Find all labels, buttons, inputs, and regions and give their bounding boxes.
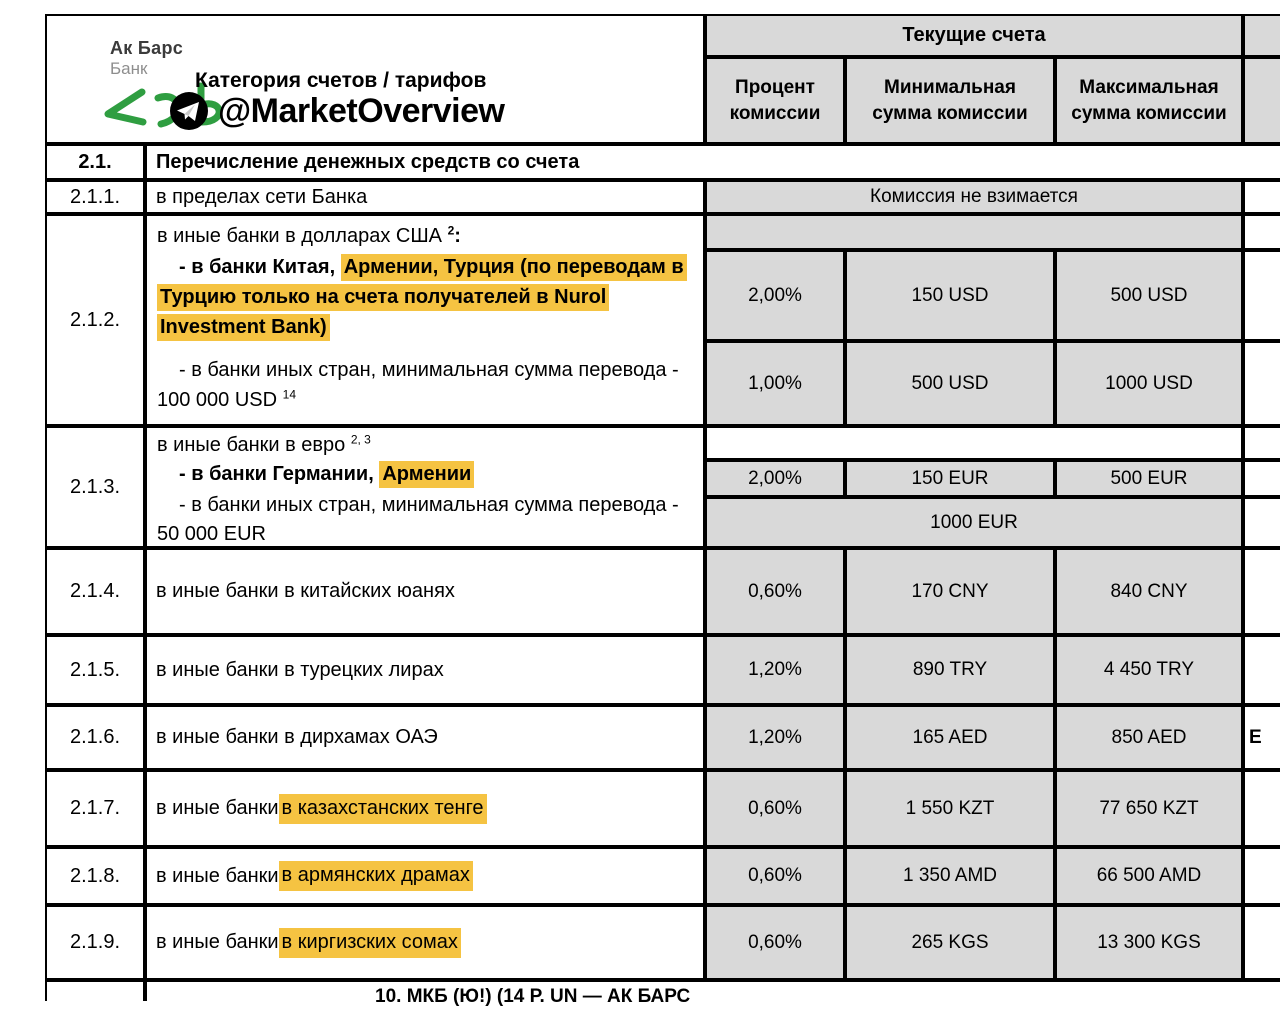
row-2.1.2-line1: в иные банки в долларах США $^2$: — [157, 223, 461, 247]
row-2.1.4-max: 840 CNY — [1055, 548, 1243, 635]
row-2.1.1-merged-value: Комиссия не взимается — [705, 180, 1243, 214]
row-2.1.7-cutoff — [1243, 770, 1280, 847]
row-2.1.3-sub1-min: 150 EUR — [845, 460, 1055, 497]
row-2.1.7-min: 1 550 KZT — [845, 770, 1055, 847]
row-2.1.5-max: 4 450 TRY — [1055, 635, 1243, 705]
row-2.1.7-pct: 0,60% — [705, 770, 845, 847]
row-2.1.5-cutoff — [1243, 635, 1280, 705]
row-2.1.8-pct: 0,60% — [705, 847, 845, 905]
row-2.1-num: 2.1. — [45, 144, 145, 180]
row-2.1.6-min: 165 AED — [845, 705, 1055, 770]
row-2.1.3-sub1-max: 500 EUR — [1055, 460, 1243, 497]
row-2.1.1-num: 2.1.1. — [45, 180, 145, 214]
row-2.1.9-desc: в иные банки в киргизских сомах — [145, 905, 705, 980]
row-2.1.4-desc: в иные банки в китайских юанях — [145, 548, 705, 635]
row-2.1.1-desc: в пределах сети Банка — [145, 180, 705, 214]
row-2.1.7-num: 2.1.7. — [45, 770, 145, 847]
row-2.1.2-desc — [145, 214, 705, 426]
row-2.1.4-num: 2.1.4. — [45, 548, 145, 635]
row-2.1.4-cutoff — [1243, 548, 1280, 635]
highlight: в киргизских сомах — [279, 928, 461, 958]
row-2.1.8-desc: в иные банки в армянских драмах — [145, 847, 705, 905]
highlight: в казахстанских тенге — [279, 794, 487, 824]
row-2.1.5-pct: 1,20% — [705, 635, 845, 705]
bank-name-line2: Банк — [110, 59, 148, 78]
column-header-pct: Процент комиссии — [705, 57, 845, 144]
row-2.1.2-sub1-min: 150 USD — [845, 250, 1055, 341]
row-2.1.9-cutoff — [1243, 905, 1280, 980]
row-2.1.6-cutoff-text: Е — [1243, 705, 1280, 770]
row-2.1.8-max: 66 500 AMD — [1055, 847, 1243, 905]
row-2.1.2-cutoff-b — [1243, 250, 1280, 341]
row-2.1.3-line3: - в банки иных стран, минимальная сумма перевода - 50 000 EUR — [157, 494, 679, 545]
row-2.1.2-sub1-max: 500 USD — [1055, 250, 1243, 341]
row-2.1.2-sub2-max: 1000 USD — [1055, 341, 1243, 426]
watermark-text: @MarketOverview — [218, 92, 505, 130]
row-2.1.3-sub1-pct: 2,00% — [705, 460, 845, 497]
highlight: в армянских драмах — [279, 861, 473, 891]
column-header-max: Максимальная сумма комиссии — [1055, 57, 1243, 144]
telegram-icon — [169, 91, 209, 131]
group-header-current-accounts: Текущие счета — [705, 14, 1243, 57]
row-2.1.3-merged-value: 1000 EUR — [705, 497, 1243, 548]
row-2.1.6-num: 2.1.6. — [45, 705, 145, 770]
highlight: Армении — [379, 461, 474, 488]
row-2.1.5-num: 2.1.5. — [45, 635, 145, 705]
row-2.1.5-desc: в иные банки в турецких лирах — [145, 635, 705, 705]
row-2.1.7-desc: в иные банки в казахстанских тенге — [145, 770, 705, 847]
row-2.1.3-line2: - в банки Германии, Армении — [157, 460, 693, 489]
row-2.1.3-line1: в иные банки в евро $^{2, 3}$ — [157, 432, 371, 456]
row-2.1.4-min: 170 CNY — [845, 548, 1055, 635]
row-2.1.2-sub2-min: 500 USD — [845, 341, 1055, 426]
row-2.1.3-cutoff-a — [1243, 426, 1280, 460]
highlight: Армении, Турция (по переводам в — [341, 254, 687, 281]
row-2.1.3-desc — [145, 426, 705, 548]
row-2.1.9-min: 265 KGS — [845, 905, 1055, 980]
row-2.1.4-pct: 0,60% — [705, 548, 845, 635]
row-2.1.9-pct: 0,60% — [705, 905, 845, 980]
row-2.1.9-max: 13 300 KGS — [1055, 905, 1243, 980]
row-2.1-title: Перечисление денежных средств со счета — [145, 144, 1280, 180]
row-2.1.2-cutoff-a — [1243, 214, 1280, 250]
row-2.1.8-num: 2.1.8. — [45, 847, 145, 905]
row-2.1.5-min: 890 TRY — [845, 635, 1055, 705]
row-2.1.3-empty-band — [705, 426, 1243, 460]
row-2.1.2-num: 2.1.2. — [45, 214, 145, 426]
category-label: Категория счетов / тарифов — [195, 69, 487, 92]
row-2.1.6-max: 850 AED — [1055, 705, 1243, 770]
row-2.1.8-cutoff — [1243, 847, 1280, 905]
partial-row-desc-cell — [145, 980, 1280, 1007]
column-header-min: Минимальная сумма комиссии — [845, 57, 1055, 144]
cutoff-column-header-cell — [1243, 57, 1280, 144]
row-2.1.1-cutoff-cell — [1243, 180, 1280, 214]
row-2.1.9-num: 2.1.9. — [45, 905, 145, 980]
row-2.1.2-empty-band — [705, 214, 1243, 250]
row-2.1.6-desc: в иные банки в дирхамах ОАЭ — [145, 705, 705, 770]
row-2.1.8-min: 1 350 AMD — [845, 847, 1055, 905]
row-2.1.6-pct: 1,20% — [705, 705, 845, 770]
partial-row-num-cell — [45, 980, 145, 1001]
watermark — [169, 90, 504, 133]
bank-name-line1: Ак Барс — [110, 38, 184, 58]
row-2.1.3-cutoff-c — [1243, 497, 1280, 548]
highlight: Турцию только на счета получателей в Nurol — [157, 284, 609, 311]
row-2.1.2-cutoff-c — [1243, 341, 1280, 426]
row-2.1.2-line2: - в банки Китая, Армении, Турция (по переводам в Турцию только на счета получателей в Nurol Investment Bank) — [157, 252, 693, 342]
header-logo-cell — [45, 14, 705, 144]
row-2.1.2-sub1-pct: 2,00% — [705, 250, 845, 341]
highlight: Investment Bank) — [157, 314, 330, 341]
cutoff-group-header-cell — [1243, 14, 1280, 57]
row-2.1.7-max: 77 650 KZT — [1055, 770, 1243, 847]
clipped-row-fragment: 10. МКБ (Ю!) (14 Р. UN — АК БАРС — [375, 986, 691, 1007]
row-2.1.2-sub2-pct: 1,00% — [705, 341, 845, 426]
row-2.1.2-line3: - в банки иных стран, минимальная сумма перевода - 100 000 USD $^{14}$ — [157, 359, 679, 411]
row-2.1.3-num: 2.1.3. — [45, 426, 145, 548]
row-2.1.3-cutoff-b — [1243, 460, 1280, 497]
